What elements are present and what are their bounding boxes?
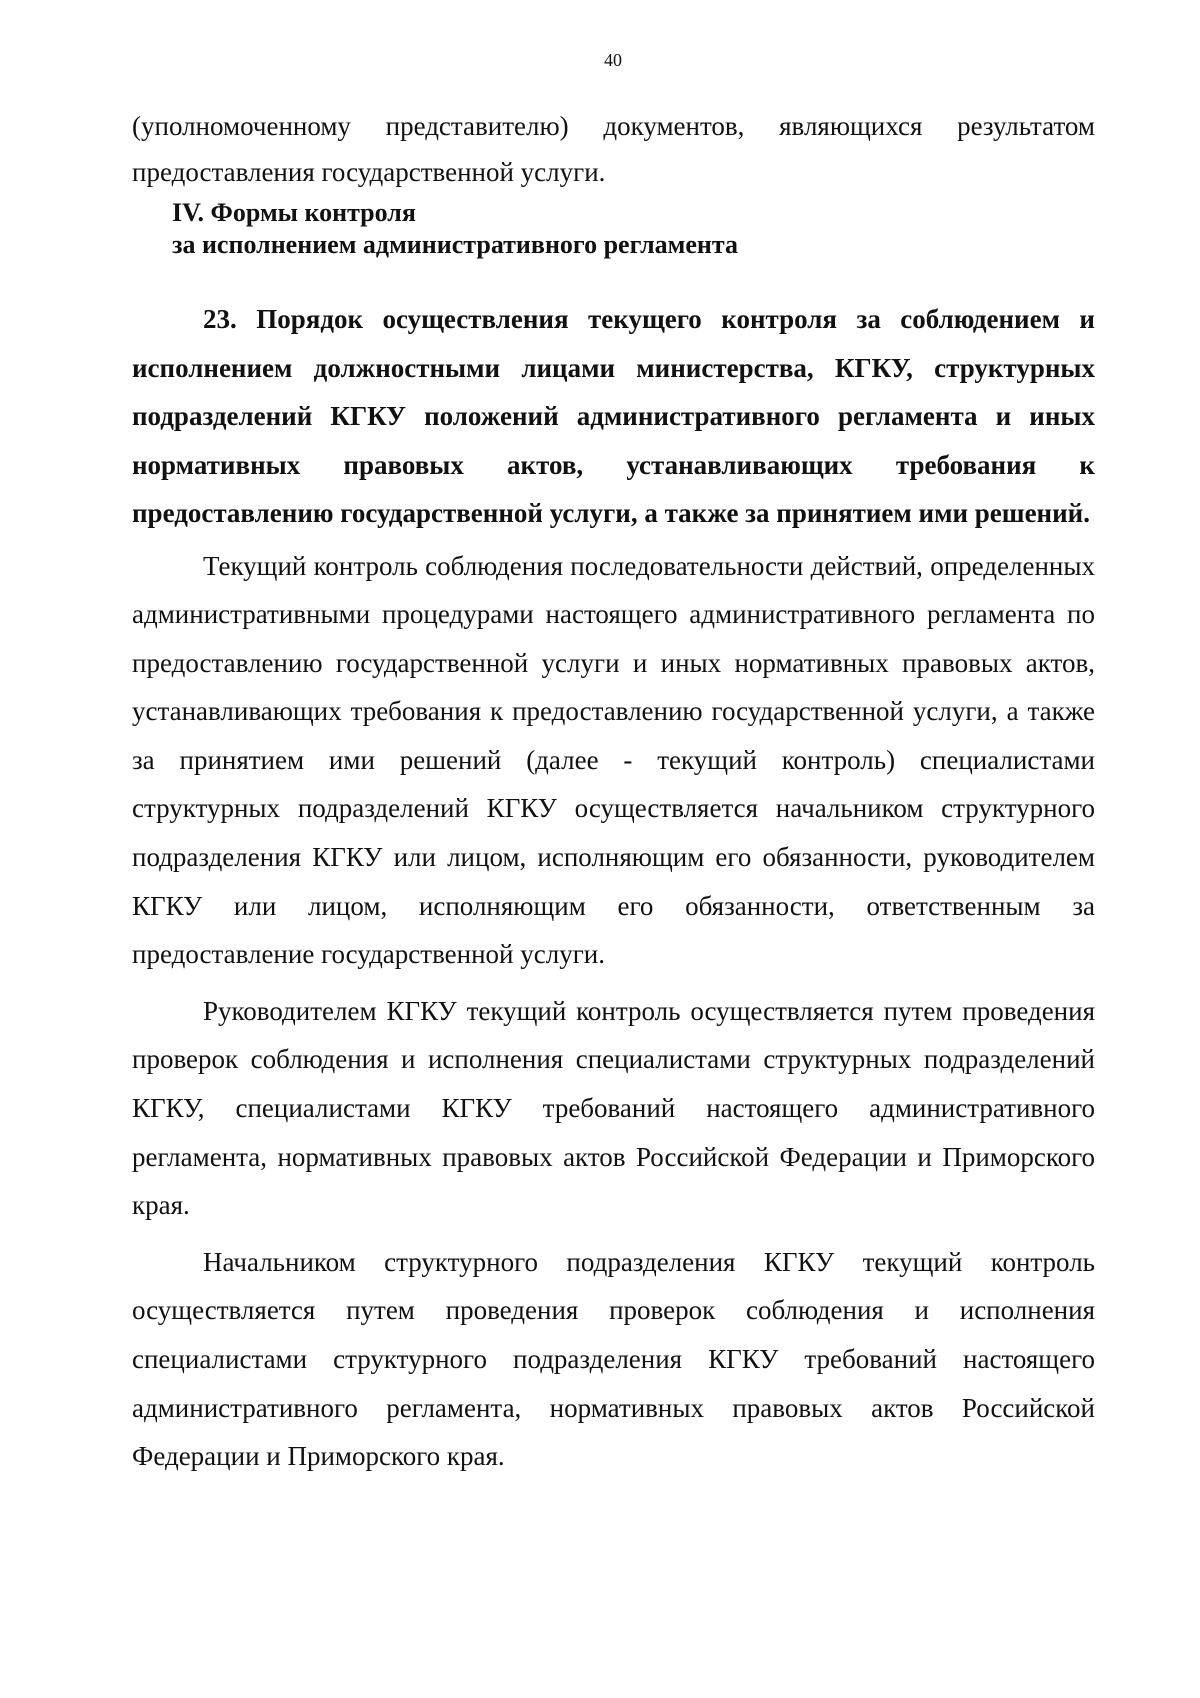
page-content [132, 103, 1095, 1481]
page-number: 40 [604, 50, 622, 70]
section-title [172, 197, 1095, 261]
continuation-paragraph: (уполномоченному представителю) документов, являющихся результатом предоставления государственной услуги. [132, 111, 1095, 187]
body-paragraph-1: Текущий контроль соблюдения последовательности действий, определенных административными процедурами настоящего административного регламента по предоставлению государственной услуги и иных нормативных правовых актов, устанавливающих требования к предоставлению государственной услуги, а также за принятием ими решений (далее - текущий контроль) специалистами структурных подразделений КГКУ осуществляется начальником структурного подразделения КГКУ или лицом, исполняющим его обязанности, руководителем КГКУ или лицом, исполняющим его обязанности, ответственным за предоставление государственной услуги. [132, 550, 1095, 970]
subsection-heading: 23. Порядок осуществления текущего контроля за соблюдением и исполнением должностными лицами министерства, КГКУ, структурных подразделений КГКУ положений административного регламента и иных нормативных правовых актов, устанавливающих требования к предоставлению государственной услуги, а также за принятием ими решений. [132, 304, 1095, 528]
body-paragraph-3: Начальником структурного подразделения КГКУ текущий контроль осуществляется путем проведения проверок соблюдения и исполнения специалистами структурного подразделения КГКУ требований настоящего административного регламента, нормативных правовых актов Российской Федерации и Приморского края. [132, 1246, 1095, 1472]
section-title-line-1: IV. Формы контроля [172, 198, 416, 227]
body-paragraph-2: Руководителем КГКУ текущий контроль осуществляется путем проведения проверок соблюдения и исполнения специалистами структурных подразделений КГКУ, специалистами КГКУ требований настоящего административного регламента, нормативных правовых актов Российской Федерации и Приморского края. [132, 995, 1095, 1221]
section-title-line-2: за исполнением административного регламента [172, 230, 738, 259]
